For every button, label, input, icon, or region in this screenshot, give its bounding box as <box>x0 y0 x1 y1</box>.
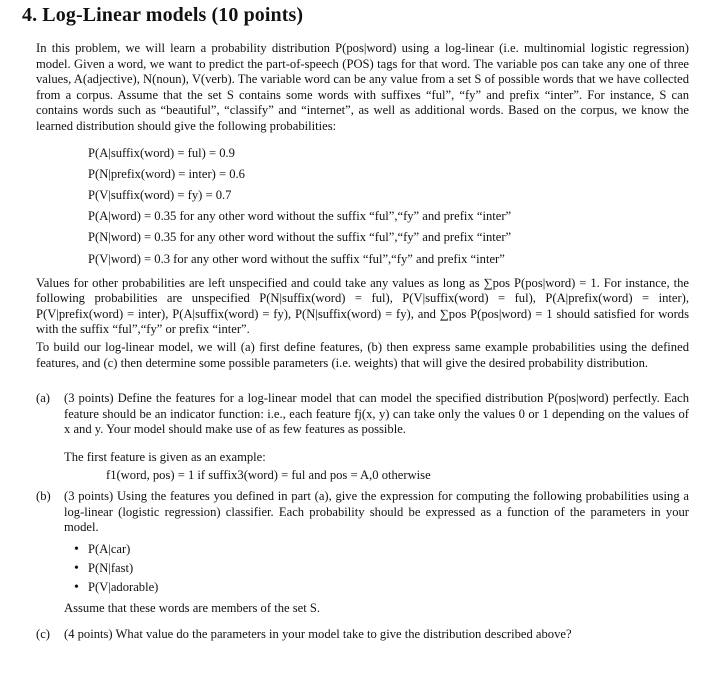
part-b-text: (3 points) Using the features you defined in part (a), give the expression for computing the following probabilities using a log-linear (logistic regression) classifier. Each probability should be expressed as a function of the parameters in your model. <box>64 489 689 535</box>
intro-paragraph: In this problem, we will learn a probability distribution P(pos|word) using a log-linear (i.e. multinomial logistic regression) model. Given a word, we want to predict the part-of-speech (POS) tags for that word. The variable pos can take any one of three values, A(adjective), N(noun), V(verb). The variable word can be any value from a set S of possible words that we have collected from a corpus. Assume that the set S contains some words with suffixes “ful”, “fy” and prefix “inter”. For instance, S can contains words such as “beautiful”, “classify” and “internet”, as well as additional words. Based on the corpus, we know the learned distribution should give the following probabilities: <box>36 41 689 133</box>
unspecified-paragraph: Values for other probabilities are left unspecified and could take any values as long as ∑pos P(pos|word) = 1. For instance, the following probabilities are unspecified P(N|suffix(word) = ful), P(V|suffix(word) = ful), P(A|prefix(word) = inter), P(V|prefix(word) = inter), P(A|suffix(word) = fy), P(N|suffix(word) = fy), and ∑pos P(pos|word) = 1 should satisfied for words with the suffix “ful”,“fy” or prefix “inter”. <box>36 275 689 337</box>
bullet-icon: • <box>74 580 79 595</box>
example-formula: f1(word, pos) = 1 if suffix3(word) = ful and pos = A,0 otherwise <box>106 467 431 482</box>
probability-list <box>88 143 689 270</box>
problem-title: 4. Log-Linear models (10 points) <box>22 4 304 26</box>
part-b <box>36 489 689 536</box>
list-item: • P(V|adorable) <box>74 580 159 595</box>
part-c <box>36 627 689 643</box>
bullet-icon: • <box>74 542 79 557</box>
part-b-label: (b) <box>36 489 51 504</box>
probability-line: P(N|prefix(word) = inter) = 0.6 <box>88 166 245 181</box>
probability-line: P(A|suffix(word) = ful) = 0.9 <box>88 145 235 160</box>
part-c-label: (c) <box>36 626 50 641</box>
probability-line: P(V|word) = 0.3 for any other word without the suffix “ful”,“fy” and prefix “inter” <box>88 251 505 266</box>
build-paragraph: To build our log-linear model, we will (a) first define features, (b) then express same example probabilities using the defined features, and (c) then determine some possible parameters (i.e. weights) that will give the desired probability distribution. <box>36 340 689 370</box>
probability-line: P(A|word) = 0.35 for any other word without the suffix “ful”,“fy” and prefix “inter” <box>88 209 512 224</box>
probability-line: P(V|suffix(word) = fy) = 0.7 <box>88 187 232 202</box>
probability-line: P(N|word) = 0.35 for any other word without the suffix “ful”,“fy” and prefix “inter” <box>88 230 512 245</box>
part-b-assumption: Assume that these words are members of the set S. <box>64 601 321 615</box>
part-a-label: (a) <box>36 391 50 406</box>
part-c-text: (4 points) What value do the parameters in your model take to give the distribution described above? <box>64 626 572 641</box>
part-a <box>36 391 689 438</box>
bullet-icon: • <box>74 561 79 576</box>
part-a-text: (3 points) Define the features for a log-linear model that can model the specified distribution P(pos|word) perfectly. Each feature should be an indicator function: i.e., each feature fj(x, y) can take only the values 0 or 1 depending on the values of x and y. Your model should make use of as few features as possible. <box>64 391 689 437</box>
question-parts <box>36 391 689 642</box>
part-b-list <box>74 540 689 597</box>
example-intro: The first feature is given as an example: <box>64 450 266 465</box>
list-item: • P(A|car) <box>74 542 131 557</box>
list-item: • P(N|fast) <box>74 561 134 576</box>
